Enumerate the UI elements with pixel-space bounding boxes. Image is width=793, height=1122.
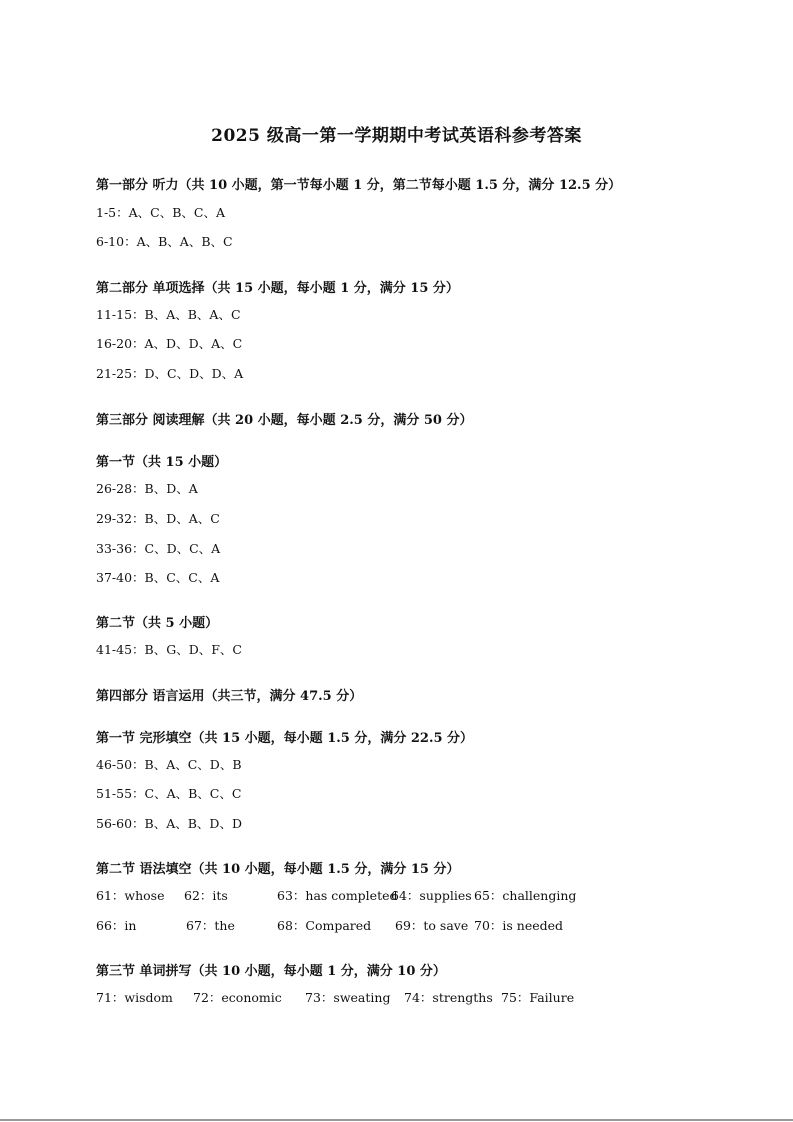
grammar-answer: 64：supplies: [391, 888, 472, 903]
part3-section2-heading: 第二节（共 5 小题）: [96, 616, 219, 631]
grammar-answer: 68：Compared: [277, 918, 372, 933]
answer-line: 16-20：A、D、D、A、C: [96, 336, 243, 351]
part4-section1-heading: 第一节 完形填空（共 15 小题，每小题 1.5 分，满分 22.5 分）: [96, 731, 474, 746]
grammar-answer: 62：its: [184, 888, 228, 903]
part3-heading: 第三部分 阅读理解（共 20 小题，每小题 2.5 分，满分 50 分）: [96, 413, 473, 428]
page-title: 2025 级高一第一学期期中考试英语科参考答案: [211, 126, 582, 146]
grammar-answer: 70：is needed: [474, 918, 564, 933]
answer-line: 41-45：B、G、D、F、C: [96, 642, 242, 657]
part4-heading: 第四部分 语言运用（共三节，满分 47.5 分）: [96, 689, 363, 704]
answer-line: 1-5：A、C、B、C、A: [96, 205, 225, 220]
grammar-answer: 63：has completed: [277, 888, 398, 903]
grammar-answer: 67：the: [186, 918, 235, 933]
spelling-answer: 72：economic: [193, 990, 282, 1005]
answer-line: 29-32：B、D、A、C: [96, 511, 220, 526]
answer-line: 51-55：C、A、B、C、C: [96, 786, 242, 801]
answer-line: 21-25：D、C、D、D、A: [96, 366, 244, 381]
answer-line: 11-15：B、A、B、A、C: [96, 307, 241, 322]
page-bottom-divider: [0, 1119, 793, 1121]
grammar-answer: 61：whose: [96, 888, 165, 903]
part4-section2-heading: 第二节 语法填空（共 10 小题，每小题 1.5 分，满分 15 分）: [96, 862, 460, 877]
grammar-answer: 69：to save: [395, 918, 469, 933]
answer-line: 56-60：B、A、B、D、D: [96, 816, 242, 831]
answer-line: 26-28：B、D、A: [96, 481, 198, 496]
grammar-answer: 65：challenging: [474, 888, 577, 903]
spelling-answer: 75：Failure: [501, 990, 575, 1005]
answer-line: 33-36：C、D、C、A: [96, 541, 221, 556]
part2-heading: 第二部分 单项选择（共 15 小题，每小题 1 分，满分 15 分）: [96, 281, 459, 296]
part1-heading: 第一部分 听力（共 10 小题，第一节每小题 1 分，第二节每小题 1.5 分，满分 12.5 分）: [96, 178, 622, 193]
spelling-answer: 71：wisdom: [96, 990, 173, 1005]
grammar-answer: 66：in: [96, 918, 137, 933]
answer-line: 46-50：B、A、C、D、B: [96, 757, 242, 772]
spelling-answer: 74：strengths: [404, 990, 493, 1005]
answer-line: 6-10：A、B、A、B、C: [96, 234, 233, 249]
answer-line: 37-40：B、C、C、A: [96, 570, 220, 585]
part3-section1-heading: 第一节（共 15 小题）: [96, 455, 228, 470]
spelling-answer: 73：sweating: [305, 990, 391, 1005]
part4-section3-heading: 第三节 单词拼写（共 10 小题，每小题 1 分，满分 10 分）: [96, 964, 446, 979]
